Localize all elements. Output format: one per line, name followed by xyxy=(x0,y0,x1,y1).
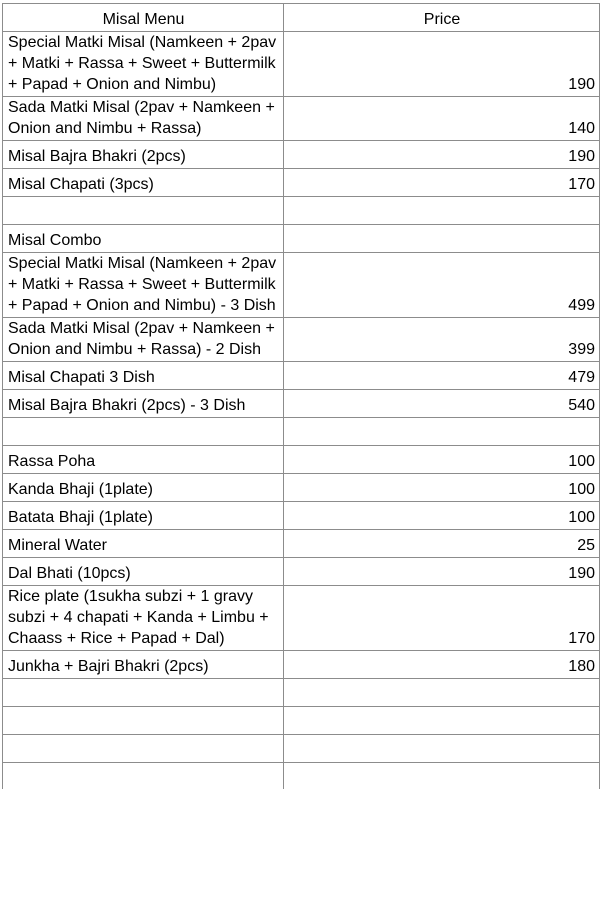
price-cell[interactable]: 180 xyxy=(284,651,600,679)
price-cell[interactable]: 499 xyxy=(284,253,600,318)
item-cell[interactable] xyxy=(3,735,284,763)
table-row xyxy=(3,474,600,502)
price-cell[interactable]: 479 xyxy=(284,362,600,390)
table-row xyxy=(3,97,600,141)
price-cell[interactable]: 399 xyxy=(284,318,600,362)
price-cell[interactable] xyxy=(284,197,600,225)
item-cell[interactable]: Rassa Poha xyxy=(3,446,284,474)
item-column-header[interactable]: Misal Menu xyxy=(3,4,284,32)
table-row xyxy=(3,197,600,225)
price-cell[interactable]: 25 xyxy=(284,530,600,558)
table-row xyxy=(3,169,600,197)
table-row xyxy=(3,446,600,474)
item-cell[interactable] xyxy=(3,679,284,707)
table-row xyxy=(3,502,600,530)
price-cell[interactable]: 190 xyxy=(284,141,600,169)
table-row xyxy=(3,558,600,586)
price-cell[interactable]: 100 xyxy=(284,474,600,502)
item-cell[interactable]: Special Matki Misal (Namkeen + 2pav + Matki + Rassa + Sweet + Buttermilk + Papad + Onion and Nimbu) xyxy=(3,32,284,97)
table-row xyxy=(3,679,600,707)
item-cell[interactable]: Mineral Water xyxy=(3,530,284,558)
item-cell[interactable]: Misal Chapati (3pcs) xyxy=(3,169,284,197)
item-cell[interactable]: Batata Bhaji (1plate) xyxy=(3,502,284,530)
table-row xyxy=(3,763,600,789)
table-row xyxy=(3,735,600,763)
table-row xyxy=(3,318,600,362)
item-cell[interactable] xyxy=(3,763,284,789)
table-row xyxy=(3,707,600,735)
price-cell[interactable]: 190 xyxy=(284,32,600,97)
price-cell[interactable]: 140 xyxy=(284,97,600,141)
table-row xyxy=(3,225,600,253)
price-cell[interactable]: 100 xyxy=(284,446,600,474)
price-cell[interactable] xyxy=(284,418,600,446)
item-cell[interactable]: Misal Bajra Bhakri (2pcs) - 3 Dish xyxy=(3,390,284,418)
price-cell[interactable] xyxy=(284,763,600,789)
table-row xyxy=(3,141,600,169)
item-cell[interactable]: Sada Matki Misal (2pav + Namkeen + Onion and Nimbu + Rassa) - 2 Dish xyxy=(3,318,284,362)
table-row xyxy=(3,586,600,651)
table-row xyxy=(3,390,600,418)
table-row xyxy=(3,253,600,318)
price-cell[interactable]: 170 xyxy=(284,169,600,197)
price-cell[interactable] xyxy=(284,225,600,253)
table-row xyxy=(3,530,600,558)
item-cell[interactable] xyxy=(3,197,284,225)
item-cell[interactable]: Sada Matki Misal (2pav + Namkeen + Onion and Nimbu + Rassa) xyxy=(3,97,284,141)
price-cell[interactable] xyxy=(284,707,600,735)
table-row xyxy=(3,32,600,97)
menu-rows xyxy=(3,32,600,789)
price-cell[interactable]: 170 xyxy=(284,586,600,651)
table-row xyxy=(3,418,600,446)
item-cell[interactable]: Dal Bhati (10pcs) xyxy=(3,558,284,586)
item-cell[interactable]: Misal Combo xyxy=(3,225,284,253)
item-cell[interactable]: Misal Bajra Bhakri (2pcs) xyxy=(3,141,284,169)
item-cell[interactable]: Special Matki Misal (Namkeen + 2pav + Matki + Rassa + Sweet + Buttermilk + Papad + Onion and Nimbu) - 3 Dish xyxy=(3,253,284,318)
menu-table xyxy=(2,3,600,789)
table-row xyxy=(3,362,600,390)
item-cell[interactable]: Rice plate (1sukha subzi + 1 gravy subzi + 4 chapati + Kanda + Limbu + Chaass + Rice + Papad + Dal) xyxy=(3,586,284,651)
item-cell[interactable]: Kanda Bhaji (1plate) xyxy=(3,474,284,502)
table-row xyxy=(3,651,600,679)
price-cell[interactable] xyxy=(284,735,600,763)
price-cell[interactable]: 100 xyxy=(284,502,600,530)
price-cell[interactable]: 190 xyxy=(284,558,600,586)
item-cell[interactable]: Misal Chapati 3 Dish xyxy=(3,362,284,390)
header-row xyxy=(3,4,600,32)
item-cell[interactable]: Junkha + Bajri Bhakri (2pcs) xyxy=(3,651,284,679)
item-cell[interactable] xyxy=(3,418,284,446)
price-column-header[interactable]: Price xyxy=(284,4,600,32)
price-cell[interactable]: 540 xyxy=(284,390,600,418)
price-cell[interactable] xyxy=(284,679,600,707)
item-cell[interactable] xyxy=(3,707,284,735)
